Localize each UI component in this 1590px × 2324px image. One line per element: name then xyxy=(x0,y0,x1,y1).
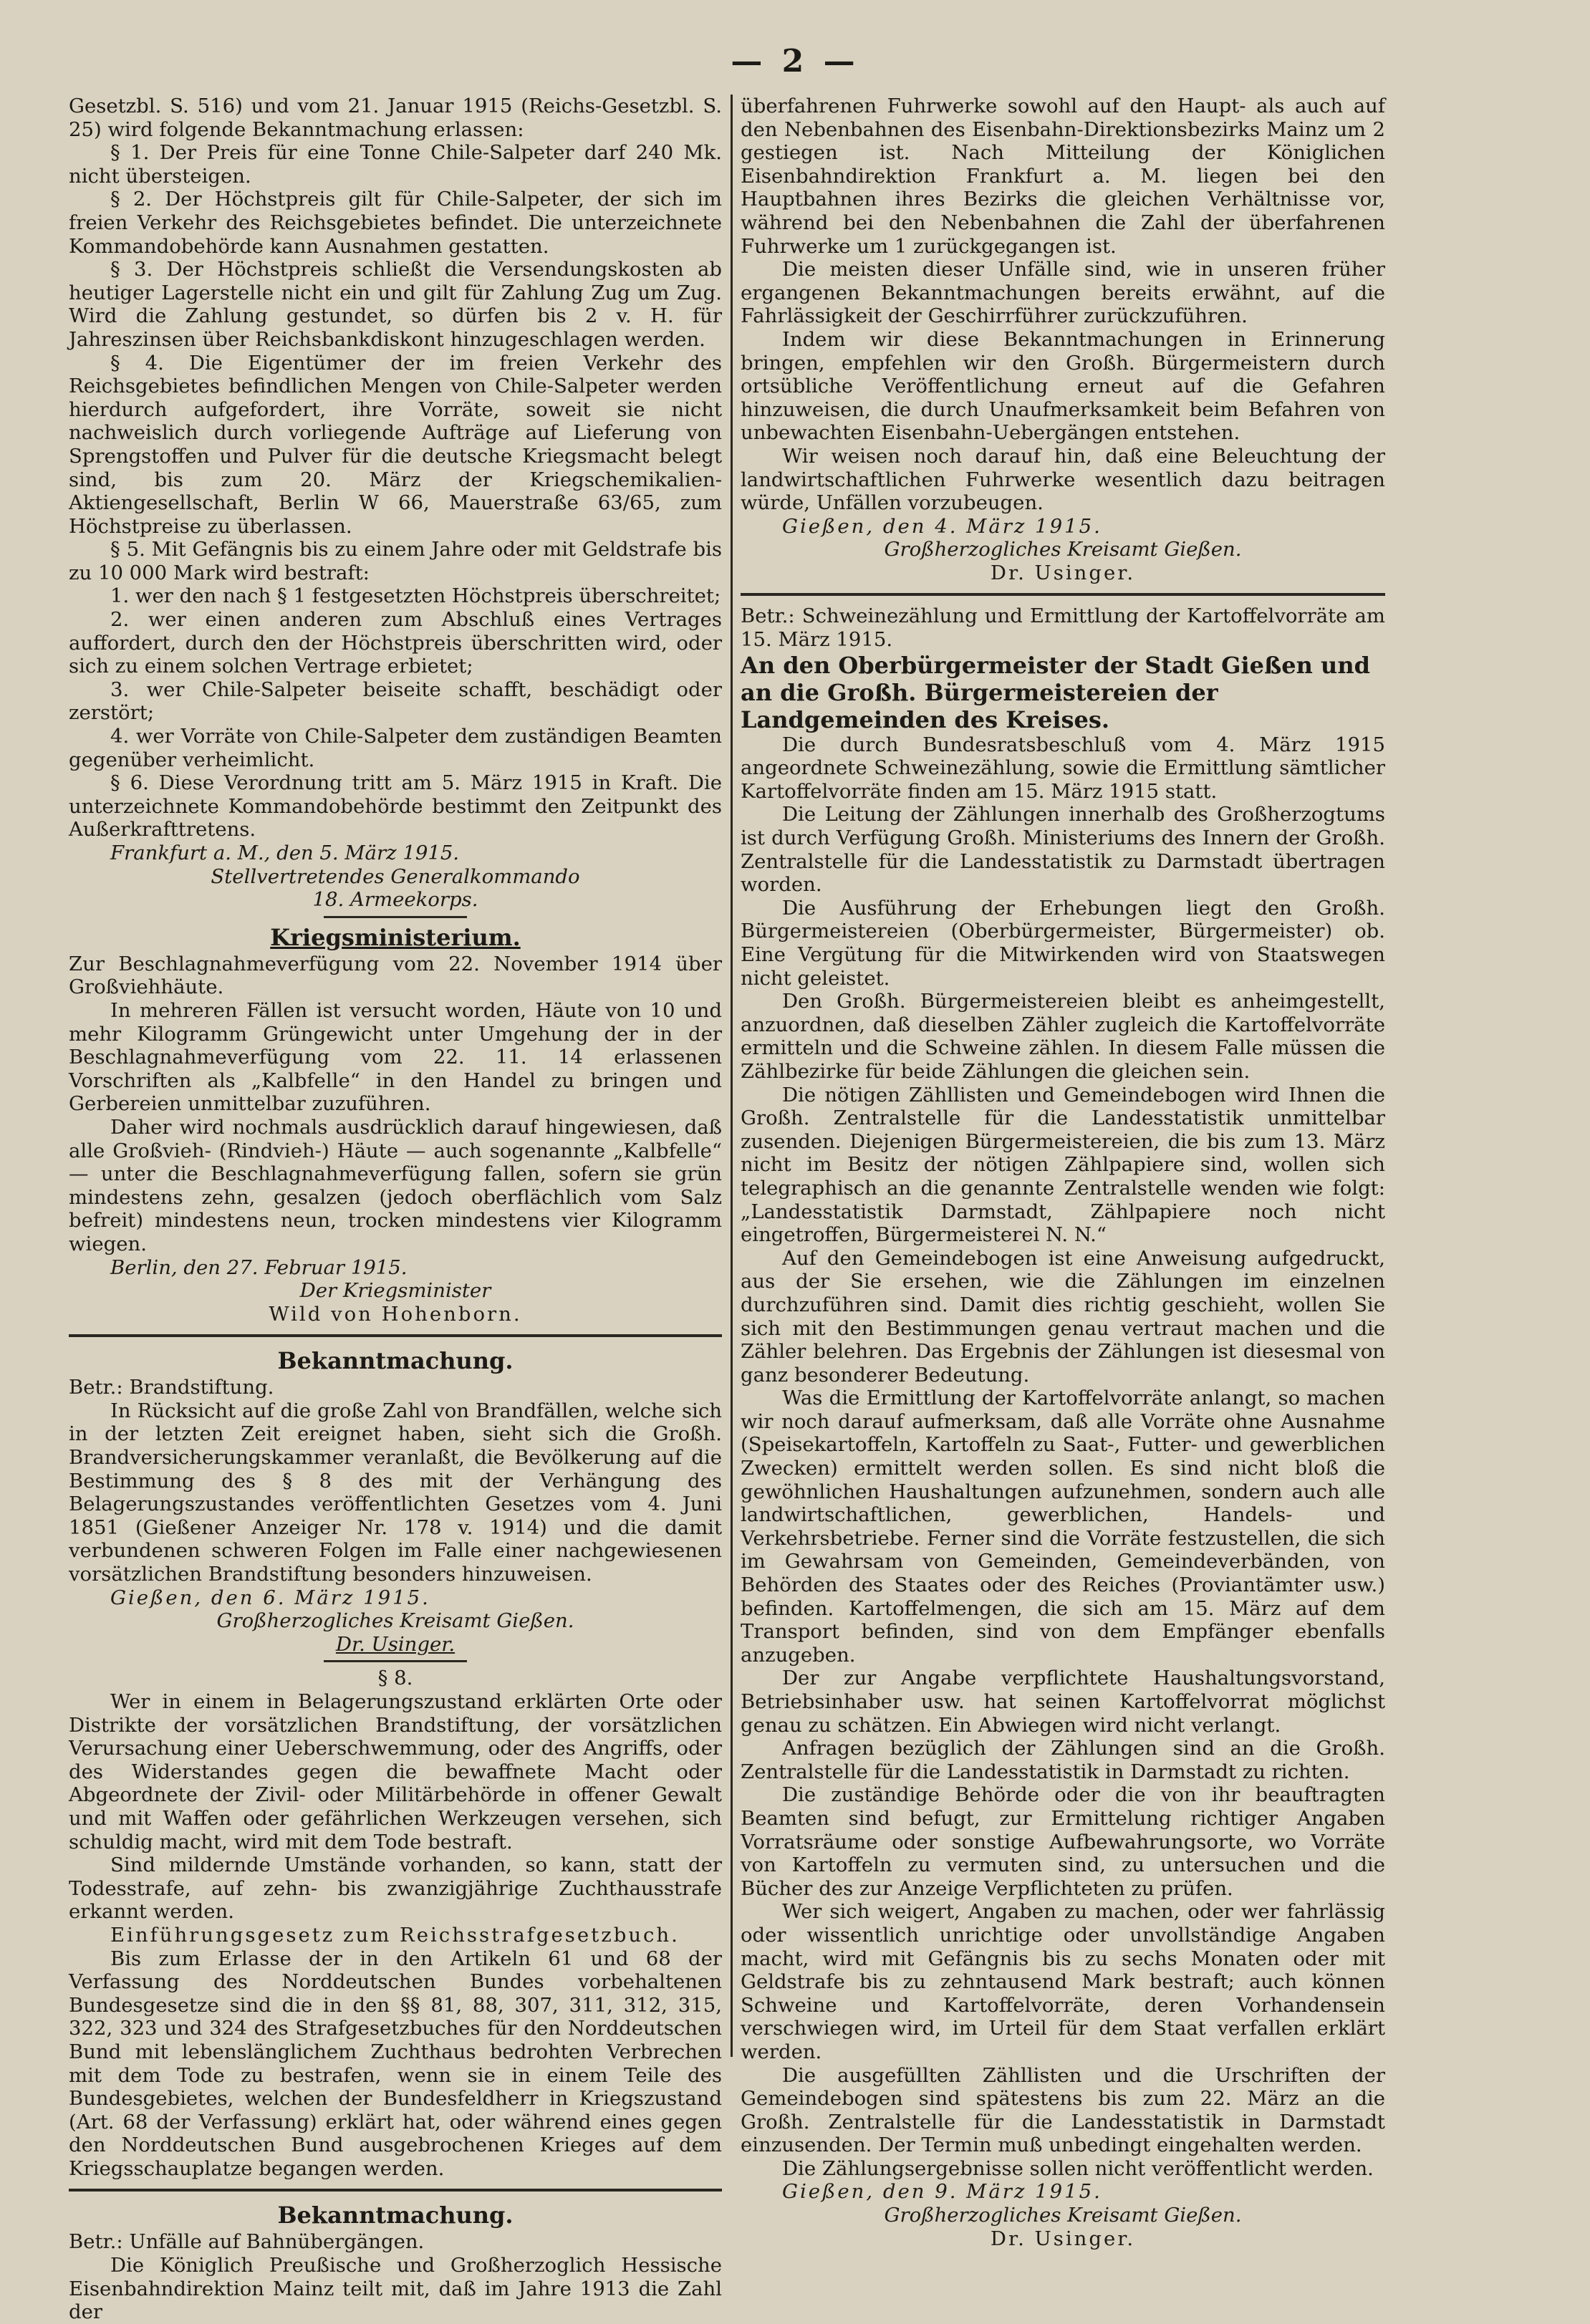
paragraph: § 4. Die Eigentümer der im freien Verkehr des Reichsgebietes befindlichen Mengen von Chile-Salpeter werden hierdurch aufgefordert, ihre Vorräte, soweit sie nicht nachweislich durch vorliegende Aufträge auf Lieferung von Sprengstoffen und Pulver für die deutsche Kriegsmacht belegt sind, bis zum 20. März der Kriegschemikalien-Aktiengesellschaft, Berlin W 66, Mauerstraße 63/65, zum Höchstpreise zu überlassen. xyxy=(69,351,722,538)
paragraph: Die Zählungsergebnisse sollen nicht veröffentlicht werden. xyxy=(782,2156,1374,2180)
paragraph: In mehreren Fällen ist versucht worden, Häute von 10 und mehr Kilogramm Grüngewicht unter Umgehung der in der Beschlagnahmeverfügung vom 22. 11. 14 erlassenen Vorschriften als „Kalbfelle“ in den Handel zu bringen und Gerbereien unmittelbar zuzuführen. xyxy=(69,998,722,1116)
list-item: 2. wer einen anderen zum Abschluß eines Vertrages auffordert, durch den der Höchstpreis überschritten wird, oder sich zu einem solchen Vertrage erbietet; xyxy=(69,608,722,678)
betreff: Betr.: Brandstiftung. xyxy=(69,1376,274,1399)
signature: Dr. Usinger. xyxy=(990,2227,1136,2250)
paragraph: Auf den Gemeindebogen ist eine Anweisung aufgedruckt, aus der Sie ersehen, wie die Zählungen im einzelnen durchzuführen sind. Damit dies richtig geschieht, wollen Sie sich mit den Bestimmungen genau vertraut machen und die Zähler belehren. Das Ergebnis der Zählungen ist diesesmal von ganz besonderer Bedeutung. xyxy=(741,1246,1385,1387)
paragraph: Daher wird nochmals ausdrücklich darauf hingewiesen, daß alle Großvieh- (Rindvieh-) Häute — auch sogenannte „Kalbfelle“ — unter die Beschlagnahmeverfügung fallen, sofern sie grün mindestens zehn, gesalzen (jedoch oberflächlich vom Salz befreit) mindestens neun, trocken mindestens vier Kilogramm wiegen. xyxy=(69,1115,722,1255)
paragraph: Die nötigen Zähllisten und Gemeindebogen wird Ihnen die Großh. Zentralstelle für die Landesstatistik unmittelbar zusenden. Diejenigen Bürgermeistereien, die bis zum 13. März nicht im Besitz der nötigen Zählpapiere sind, wollen sich telegraphisch an die genannte Zentralstelle wenden wie folgt: „Landesstatistik Darmstadt, Zählpapiere noch nicht eingetroffen, Bürgermeisterei N. N.“ xyxy=(741,1083,1385,1247)
divider xyxy=(741,593,1385,596)
divider xyxy=(69,2189,722,2192)
betreff: Betr.: Unfälle auf Bahnübergängen. xyxy=(69,2230,425,2254)
section-title: Bekanntmachung. xyxy=(277,2202,514,2229)
paragraph: Anfragen bezüglich der Zählungen sind an die Großh. Zentralstelle für die Landesstatistik in Darmstadt zu richten. xyxy=(741,1737,1385,1783)
date-line: Gießen, den 9. März 1915. xyxy=(782,2180,1102,2204)
page-number: — 2 — xyxy=(731,43,859,79)
paragraph: § 2. Der Höchstpreis gilt für Chile-Salpeter, der sich im freien Verkehr des Reichsgebietes befindet. Die unterzeichnete Kommandobehörde kann Ausnahmen gestatten. xyxy=(69,188,722,258)
paragraph: Die meisten dieser Unfälle sind, wie in unseren früher ergangenen Bekanntmachungen bereits erwähnt, auf die Fahrlässigkeit der Geschirrführer zurückzuführen. xyxy=(741,258,1385,328)
divider xyxy=(324,1660,467,1662)
signature: Großherzogliches Kreisamt Gießen. xyxy=(216,1609,574,1633)
date-line: Frankfurt a. M., den 5. März 1915. xyxy=(110,842,460,864)
paragraph: Bis zum Erlasse der in den Artikeln 61 und 68 der Verfassung des Norddeutschen Bundes vorbehaltenen Bundesgesetze sind die in den §§ 81, 88, 307, 311, 312, 315, 322, 323 und 324 des Strafgesetzbuches für den Norddeutschen Bund mit lebenslänglichem Zuchthaus bedrohten Verbrechen mit dem Tode zu bestrafen, wenn sie in einem Teile des Bundesgebietes, welchen der Bundesfeldherr in Kriegszustand (Art. 68 der Verfassung) erklärt hat, oder während eines gegen den Norddeutschen Bund ausgebrochenen Krieges auf dem Kriegsschauplatze begangen werden. xyxy=(69,1947,722,2180)
paragraph: Wir weisen noch darauf hin, daß eine Beleuchtung der landwirtschaftlichen Fuhrwerke wesentlich dazu beitragen würde, Unfällen vorzubeugen. xyxy=(741,444,1385,515)
betreff: Betr.: Schweinezählung und Ermittlung der Kartoffelvorräte am 15. März 1915. xyxy=(741,604,1385,652)
paragraph: § 1. Der Preis für eine Tonne Chile-Salpeter darf 240 Mk. nicht übersteigen. xyxy=(69,141,722,188)
paragraph: Die Ausführung der Erhebungen liegt den Großh. Bürgermeistereien (Oberbürgermeister, Bürgermeister) ob. Eine Vergütung für die Mitwirkenden wird von Staatswegen nicht geleistet. xyxy=(741,896,1385,990)
signature: Dr. Usinger. xyxy=(990,561,1136,584)
paragraph: Indem wir diese Bekanntmachungen in Erinnerung bringen, empfehlen wir den Großh. Bürgermeistern durch ortsübliche Veröffentlichung erneut auf die Gefahren hinzuweisen, die durch Unaufmerksamkeit beim Befahren von unbewachten Eisenbahn-Uebergängen entstehen. xyxy=(741,327,1385,445)
paragraph: Gesetzbl. S. 516) und vom 21. Januar 1915 (Reichs-Gesetzbl. S. 25) wird folgende Bekanntmachung erlassen: xyxy=(69,95,722,141)
date-line: Berlin, den 27. Februar 1915. xyxy=(110,1255,408,1279)
section-title: Kriegsministerium. xyxy=(270,923,521,951)
right-column xyxy=(741,95,1385,2250)
section-title: § 8. xyxy=(377,1667,413,1690)
subtitle: Zur Beschlagnahmeverfügung vom 22. November 1914 über Großviehhäute. xyxy=(69,952,722,999)
column-divider xyxy=(731,95,733,2057)
paragraph: Einführungsgesetz zum Reichsstrafgesetzbuch. xyxy=(110,1923,680,1947)
signature: Wild von Hohenborn. xyxy=(269,1302,522,1326)
signature: Der Kriegsminister xyxy=(299,1279,491,1303)
paragraph: Sind mildernde Umstände vorhanden, so kann, statt der Todesstrafe, auf zehn- bis zwanzigjährige Zuchthausstrafe erkannt werden. xyxy=(69,1853,722,1924)
signature: Dr. Usinger. xyxy=(335,1632,456,1656)
paragraph: Wer sich weigert, Angaben zu machen, oder wer fahrlässig oder wissentlich unrichtige oder unvollständige Angaben macht, wird mit Gefängnis bis zu sechs Monaten oder mit Geldstrafe bis zu zehntausend Mark bestraft; auch können Schweine und Kartoffelvorräte, deren Vorhandensein verschwiegen wird, im Urteil für dem Staat verfallen erklärt werden. xyxy=(741,1900,1385,2063)
paragraph: Was die Ermittlung der Kartoffelvorräte anlangt, so machen wir noch darauf aufmerksam, daß alle Vorräte ohne Ausnahme (Speisekartoffeln, Kartoffeln zu Saat-, Futter- und gewerblichen Zwecken) ermittelt werden sollen. Es sind nicht bloß die gewöhnlichen Haushaltungen aufzunehmen, sondern auch alle landwirtschaftlichen, gewerblichen, Handels- und Verkehrsbetriebe. Ferner sind die Vorräte festzustellen, die sich im Gewahrsam von Gemeinden, Gemeindeverbänden, von Behörden des Staates oder des Reiches (Proviantämter usw.) befinden. Kartoffelmengen, die sich am 15. März auf dem Transport befinden, sind von dem Empfänger ebenfalls anzugeben. xyxy=(741,1387,1385,1667)
signature: Großherzogliches Kreisamt Gießen. xyxy=(884,538,1242,561)
paragraph: § 5. Mit Gefängnis bis zu einem Jahre oder mit Geldstrafe bis zu 10 000 Mark wird bestraft: xyxy=(69,538,722,584)
paragraph: Die Leitung der Zählungen innerhalb des Großherzogtums ist durch Verfügung Großh. Ministeriums des Innern der Großh. Zentralstelle für die Landesstatistik zu Darmstadt übertragen worden. xyxy=(741,803,1385,897)
date-line: Gießen, den 6. März 1915. xyxy=(110,1586,430,1609)
signature: Großherzogliches Kreisamt Gießen. xyxy=(884,2204,1242,2227)
paragraph: Der zur Angabe verpflichtete Haushaltungsvorstand, Betriebsinhaber usw. hat seinen Kartoffelvorrat möglichst genau zu schätzen. Ein Abwiegen wird nicht verlangt. xyxy=(741,1667,1385,1737)
signature: 18. Armeekorps. xyxy=(312,888,478,912)
list-item: 4. wer Vorräte von Chile-Salpeter dem zuständigen Beamten gegenüber verheimlicht. xyxy=(69,725,722,771)
paragraph: überfahrenen Fuhrwerke sowohl auf den Haupt- als auch auf den Nebenbahnen des Eisenbahn-Direktionsbezirks Mainz um 2 gestiegen ist. Nach Mitteilung der Königlichen Eisenbahndirektion Frankfurt a. M. liegen bei den Hauptbahnen ihres Bezirks die gleichen Verhältnisse vor, während bei den Nebenbahnen die Zahl der überfahrenen Fuhrwerke um 1 zurückgegangen ist. xyxy=(741,95,1385,258)
paragraph: Die zuständige Behörde oder die von ihr beauftragten Beamten sind befugt, zur Ermittelung richtiger Angaben Vorratsräume oder sonstige Aufbewahrungsorte, wo Vorräte von Kartoffeln zu vermuten sind, zu untersuchen und die Bücher des zur Anzeige Verpflichteten zu prüfen. xyxy=(741,1783,1385,1900)
paragraph: § 3. Der Höchstpreis schließt die Versendungskosten ab heutiger Lagerstelle nicht ein und gilt für Zahlung Zug um Zug. Wird die Zahlung gestundet, so dürfen bis 2 v. H. für Jahreszinsen über Reichsbankdiskont hinzugeschlagen werden. xyxy=(69,258,722,351)
date-line: Gießen, den 4. März 1915. xyxy=(782,514,1102,538)
paragraph: § 6. Diese Verordnung tritt am 5. März 1915 in Kraft. Die unterzeichnete Kommandobehörde bestimmt den Zeitpunkt des Außerkrafttretens. xyxy=(69,771,722,842)
list-item: 3. wer Chile-Salpeter beiseite schafft, beschädigt oder zerstört; xyxy=(69,678,722,725)
paragraph: In Rücksicht auf die große Zahl von Brandfällen, welche sich in der letzten Zeit ereignet haben, sieht sich die Großh. Brandversicherungskammer veranlaßt, die Bevölkerung auf die Bestimmung des § 8 des mit der Verhängung des Belagerungszustandes veröffentlichten Gesetzes vom 4. Juni 1851 (Gießener Anzeiger Nr. 178 v. 1914) und die damit verbundenen schweren Folgen im Falle einer nachgewiesenen vorsätzlichen Brandstiftung besonders hinzuweisen. xyxy=(69,1399,722,1586)
paragraph: Wer in einem in Belagerungszustand erklärten Orte oder Distrikte der vorsätzlichen Brandstiftung, der vorsätzlichen Verursachung einer Ueberschwemmung, oder des Angriffs, oder des Widerstandes gegen die bewaffnete Macht oder Abgeordnete der Zivil- oder Militärbehörde in offener Gewalt und mit Waffen oder gefährlichen Werkzeugen versehen, sich schuldig macht, wird mit dem Tode bestraft. xyxy=(69,1690,722,1853)
list-item: 1. wer den nach § 1 festgesetzten Höchstpreis überschreitet; xyxy=(110,584,721,608)
paragraph: Die durch Bundesratsbeschluß vom 4. März 1915 angeordnete Schweinezählung, sowie die Ermittlung sämtlicher Kartoffelvorräte finden am 15. März 1915 statt. xyxy=(741,733,1385,803)
paragraph: Die Königlich Preußische und Großherzoglich Hessische Eisenbahndirektion Mainz teilt mit, daß im Jahre 1913 die Zahl der xyxy=(69,2254,722,2324)
section-title: Bekanntmachung. xyxy=(277,1347,514,1375)
divider xyxy=(69,1334,722,1337)
left-column xyxy=(69,95,722,2324)
signature: Stellvertretendes Generalkommando xyxy=(211,864,580,888)
paragraph: Den Großh. Bürgermeistereien bleibt es anheimgestellt, anzuordnen, daß dieselben Zähler zugleich die Kartoffelvorräte ermitteln und die Schweine zählen. In diesem Falle müssen die Zählbezirke für beide Zählungen die gleichen sein. xyxy=(741,990,1385,1083)
divider xyxy=(324,916,467,918)
section-title: An den Oberbürgermeister der Stadt Gießen und an die Großh. Bürgermeistereien der Landgemeinden des Kreises. xyxy=(741,651,1370,733)
paragraph: Die ausgefüllten Zähllisten und die Urschriften der Gemeindebogen sind spätestens bis zum 22. März an die Großh. Zentralstelle für die Landesstatistik in Darmstadt einzusenden. Der Termin muß unbedingt eingehalten werden. xyxy=(741,2063,1385,2157)
